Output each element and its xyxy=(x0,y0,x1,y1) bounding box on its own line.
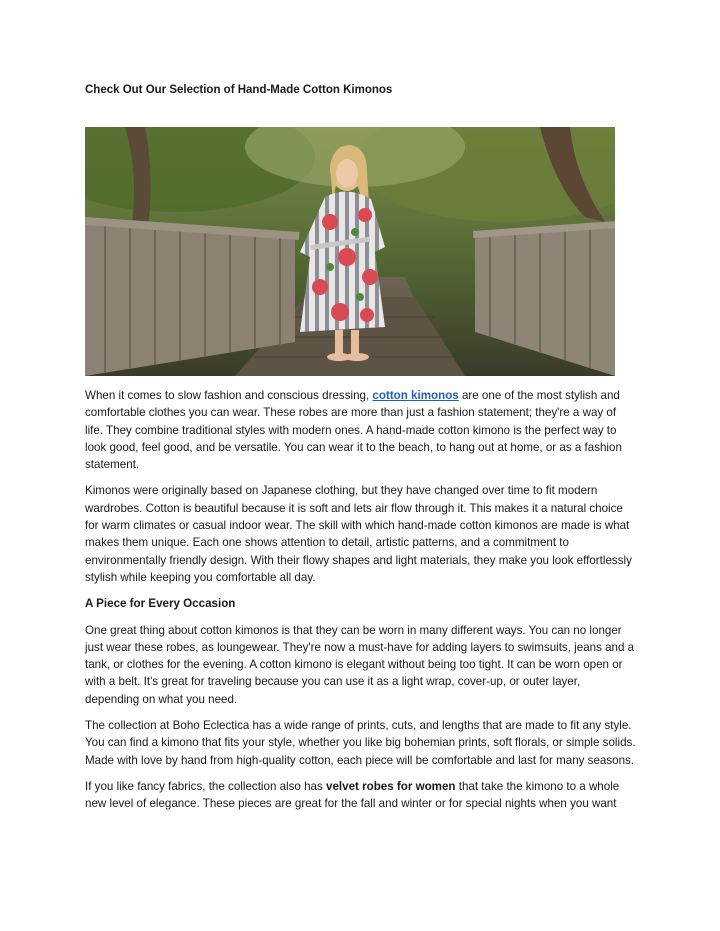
paragraph-2: Kimonos were originally based on Japanese clothing, but they have changed over time to fit modern wardrobes. Cotton is beautiful because it is soft and lets air flow through it. This makes it a natural choice for warm climates or casual indoor wear. The skill with which hand-made cotton kimonos are made is what makes them unique. Each one shows attention to detail, artistic patterns, and a commitment to environmentally friendly design. With their flowy shapes and light materials, they make you look effortlessly stylish while keeping you comfortable all day. xyxy=(85,484,632,584)
article-body xyxy=(85,387,637,822)
section-heading-occasion: A Piece for Every Occasion xyxy=(85,597,236,611)
page-title: Check Out Our Selection of Hand-Made Cotton Kimonos xyxy=(85,84,393,96)
paragraph-5-text-end: that take the kimono to a whole new level of elegance. These pieces are great for the fall and winter or for special nights when you want xyxy=(85,779,620,811)
paragraph-4: The collection at Boho Eclectica has a wide range of prints, cuts, and lengths that are made to fit any style. You can find a kimono that fits your style, whether you like big bohemian prints, soft florals, or simple solids. Made with love by hand from high-quality cotton, each piece will be comfortable and last for many seasons. xyxy=(85,719,636,767)
kimono-photo xyxy=(85,127,615,376)
paragraph-1-text-end: are one of the most stylish and comfortable clothes you can wear. These robes are more than just a fashion statement; they're a way of life. They combine traditional styles with modern ones. A hand-made cotton kimono is the perfect way to look good, feel good, and be versatile. You can wear it to the beach, to hang out at home, or as a fashion statement. xyxy=(85,389,622,472)
cotton-kimonos-link[interactable]: cotton kimonos xyxy=(372,389,459,402)
paragraph-1 xyxy=(85,387,637,473)
paragraph-3: One great thing about cotton kimonos is that they can be worn in many different ways. You can no longer just wear these robes, as loungewear. They're now a must-have for adding layers to swimsuits, jeans and a tank, or clothes for the evening. A cotton kimono is elegant without being too tight. It can be worn open or with a belt. It's great for traveling because you can use it as a light wrap, cover-up, or outer layer, depending on what you need. xyxy=(85,623,635,706)
paragraph-1-text-start: When it comes to slow fashion and conscious dressing, xyxy=(85,389,373,402)
paragraph-5 xyxy=(85,778,637,813)
paragraph-5-text-start: If you like fancy fabrics, the collection also has xyxy=(85,779,327,793)
velvet-robes-emphasis: velvet robes for women xyxy=(326,779,456,793)
